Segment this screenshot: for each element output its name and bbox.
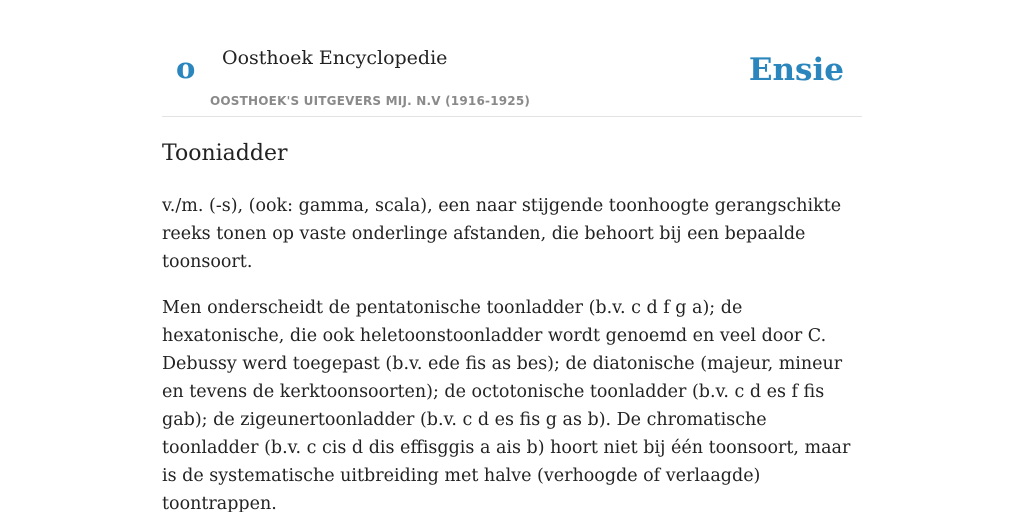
source-subtitle: OOSTHOEK'S UITGEVERS MIJ. N.V (1916-1925): [210, 94, 531, 108]
entry-paragraph-definition: v./m. (-s), (ook: gamma, scala), een naar stijgende toonhoogte gerangschikte reeks tonen op vaste onderlinge afstanden, die behoort bij een bepaalde toonsoort.: [162, 196, 842, 272]
source-logo[interactable]: o: [176, 51, 196, 85]
entry-content: [162, 138, 866, 512]
entry-title: Tooniadder: [162, 141, 288, 166]
entry-paragraph-details: Men onderscheidt de pentatonische toonladder (b.v. c d f g a); de hexatonische, die ook heletoonstoonladder wordt genoemd en veel door C. Debussy werd toegepast (b.v. ede fis as bes); de diatonische (majeur, mineur en tevens de kerktoonsoorten); de octotonische toonladder (b.v. c d es f fis gab); de zigeunertoonladder (b.v. c d es fis g as b). De chromatische toonladder (b.v. c cis d dis effisggis a ais b) hoort niet bij één toonsoort, maar is de systematische uitbreiding met halve (verhoogde of verlaagde) toontrappen.: [162, 298, 851, 512]
source-title[interactable]: Oosthoek Encyclopedie: [222, 47, 448, 69]
source-header: [162, 40, 862, 117]
brand-logo[interactable]: Ensie: [748, 52, 844, 88]
